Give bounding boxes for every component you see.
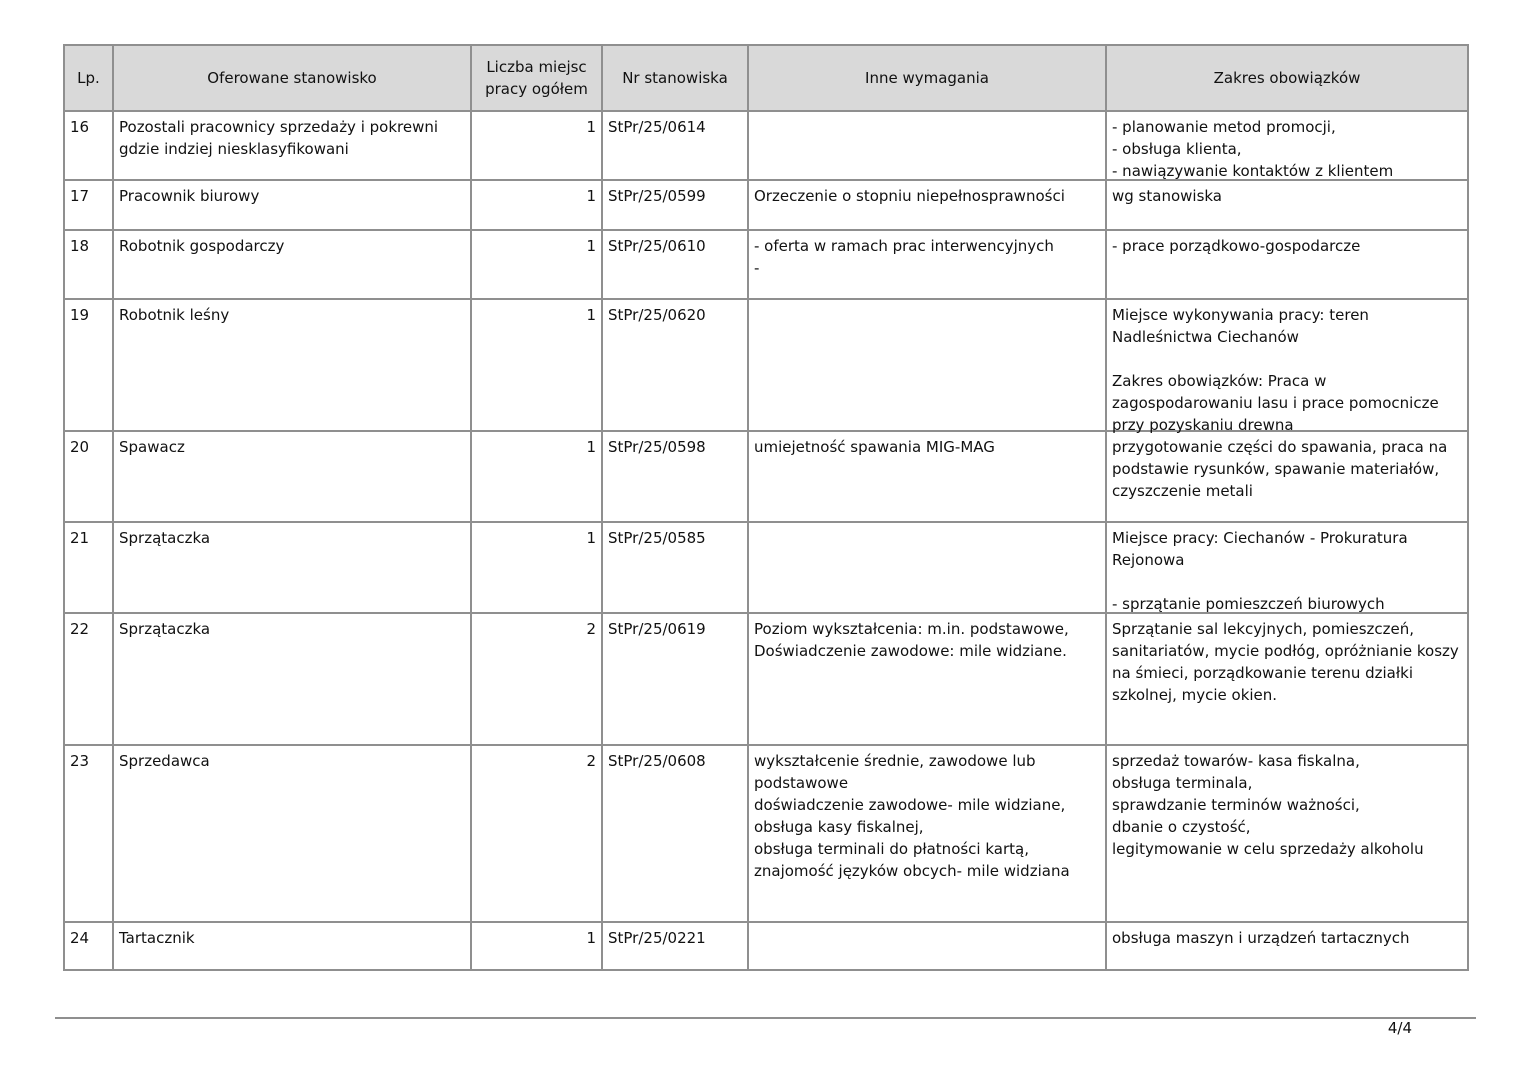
table-row <box>64 180 1468 230</box>
cell-position: Robotnik leśny <box>113 299 471 431</box>
cell-position: Sprzedawca <box>113 745 471 922</box>
table-row <box>64 613 1468 745</box>
footer-divider <box>55 1017 1476 1019</box>
cell-lp: 19 <box>64 299 113 431</box>
cell-number: StPr/25/0598 <box>602 431 748 522</box>
table-row <box>64 522 1468 613</box>
cell-position: Robotnik gospodarczy <box>113 230 471 299</box>
page-number: 4/4 <box>1387 1019 1412 1037</box>
cell-requirements <box>748 299 1106 431</box>
cell-duties: Miejsce pracy: Ciechanów - Prokuratura Rejonowa - sprzątanie pomieszczeń biurowych <box>1106 522 1468 613</box>
cell-places: 1 <box>471 431 602 522</box>
cell-requirements: wykształcenie średnie, zawodowe lub podstawowe doświadczenie zawodowe- mile widziane, obsługa kasy fiskalnej, obsługa terminali do płatności kartą, znajomość języków obcych- mile widziana <box>748 745 1106 922</box>
cell-lp: 24 <box>64 922 113 970</box>
cell-lp: 20 <box>64 431 113 522</box>
cell-number: StPr/25/0221 <box>602 922 748 970</box>
cell-number: StPr/25/0585 <box>602 522 748 613</box>
cell-places: 1 <box>471 299 602 431</box>
cell-places: 1 <box>471 111 602 180</box>
cell-places: 1 <box>471 922 602 970</box>
cell-duties: obsługa maszyn i urządzeń tartacznych <box>1106 922 1468 970</box>
header-number: Nr stanowiska <box>602 45 748 111</box>
cell-duties: Miejsce wykonywania pracy: teren Nadleśnictwa Ciechanów Zakres obowiązków: Praca w zagospodarowaniu lasu i prace pomocnicze przy pozyskaniu drewna <box>1106 299 1468 431</box>
cell-lp: 23 <box>64 745 113 922</box>
header-lp: Lp. <box>64 45 113 111</box>
cell-places: 1 <box>471 230 602 299</box>
cell-position: Tartacznik <box>113 922 471 970</box>
cell-number: StPr/25/0619 <box>602 613 748 745</box>
cell-lp: 22 <box>64 613 113 745</box>
cell-number: StPr/25/0620 <box>602 299 748 431</box>
job-offers-table <box>63 44 1469 971</box>
table-row <box>64 230 1468 299</box>
table-header-row <box>64 45 1468 111</box>
cell-number: StPr/25/0610 <box>602 230 748 299</box>
cell-duties: - planowanie metod promocji, - obsługa klienta, - nawiązywanie kontaktów z klientem <box>1106 111 1468 180</box>
cell-requirements: - oferta w ramach prac interwencyjnych - <box>748 230 1106 299</box>
cell-requirements: Poziom wykształcenia: m.in. podstawowe, Doświadczenie zawodowe: mile widziane. <box>748 613 1106 745</box>
cell-position: Pozostali pracownicy sprzedaży i pokrewni gdzie indziej niesklasyfikowani <box>113 111 471 180</box>
cell-requirements <box>748 922 1106 970</box>
table-row <box>64 431 1468 522</box>
cell-requirements: umiejetność spawania MIG-MAG <box>748 431 1106 522</box>
cell-places: 1 <box>471 180 602 230</box>
cell-duties: przygotowanie części do spawania, praca na podstawie rysunków, spawanie materiałów, czyszczenie metali <box>1106 431 1468 522</box>
cell-duties: Sprzątanie sal lekcyjnych, pomieszczeń, sanitariatów, mycie podłóg, opróżnianie koszy na śmieci, porządkowanie terenu działki szkolnej, mycie okien. <box>1106 613 1468 745</box>
cell-position: Sprzątaczka <box>113 613 471 745</box>
cell-number: StPr/25/0608 <box>602 745 748 922</box>
table-row <box>64 111 1468 180</box>
cell-duties: wg stanowiska <box>1106 180 1468 230</box>
cell-lp: 21 <box>64 522 113 613</box>
table-row <box>64 922 1468 970</box>
cell-places: 2 <box>471 613 602 745</box>
cell-requirements <box>748 111 1106 180</box>
cell-duties: sprzedaż towarów- kasa fiskalna, obsługa terminala, sprawdzanie terminów ważności, dbanie o czystość, legitymowanie w celu sprzedaży alkoholu <box>1106 745 1468 922</box>
header-places: Liczba miejsc pracy ogółem <box>471 45 602 111</box>
header-position: Oferowane stanowisko <box>113 45 471 111</box>
cell-requirements: Orzeczenie o stopniu niepełnosprawności <box>748 180 1106 230</box>
cell-position: Pracownik biurowy <box>113 180 471 230</box>
cell-position: Spawacz <box>113 431 471 522</box>
cell-places: 2 <box>471 745 602 922</box>
header-requirements: Inne wymagania <box>748 45 1106 111</box>
cell-duties: - prace porządkowo-gospodarcze <box>1106 230 1468 299</box>
header-duties: Zakres obowiązków <box>1106 45 1468 111</box>
cell-position: Sprzątaczka <box>113 522 471 613</box>
cell-number: StPr/25/0599 <box>602 180 748 230</box>
cell-lp: 16 <box>64 111 113 180</box>
cell-places: 1 <box>471 522 602 613</box>
cell-lp: 18 <box>64 230 113 299</box>
cell-lp: 17 <box>64 180 113 230</box>
table-row <box>64 299 1468 431</box>
cell-requirements <box>748 522 1106 613</box>
cell-number: StPr/25/0614 <box>602 111 748 180</box>
table-row <box>64 745 1468 922</box>
